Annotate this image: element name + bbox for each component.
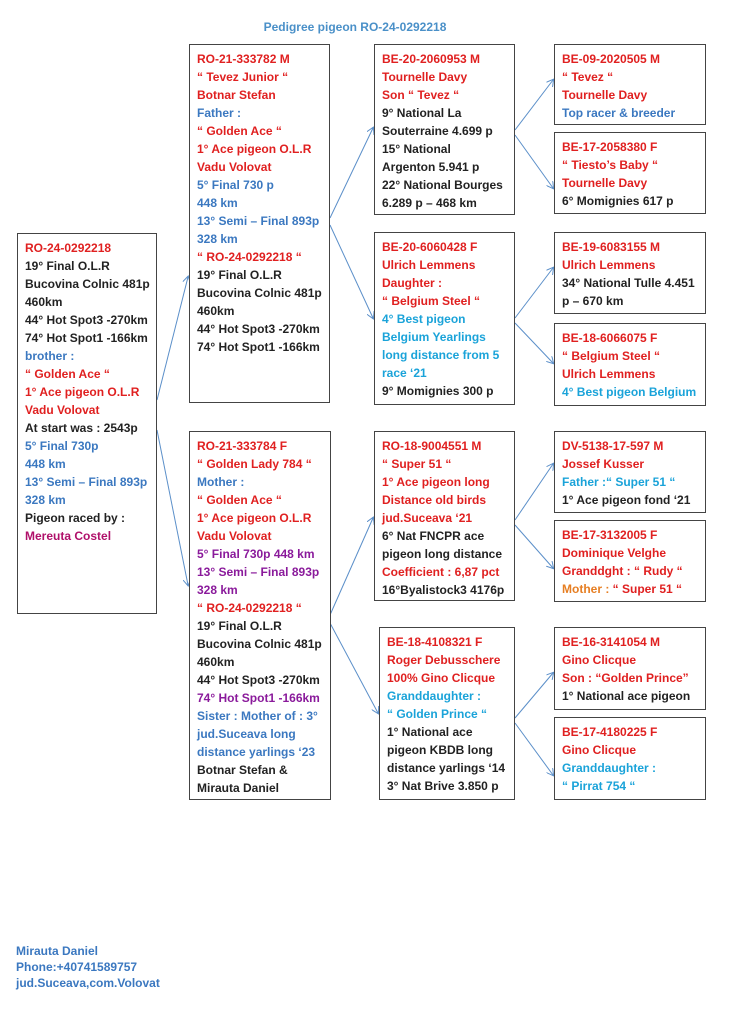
dam-line: Sister : Mother of : 3° (197, 709, 318, 723)
dam-line: 460km (197, 655, 235, 669)
dam-dam-card (379, 627, 515, 800)
dam-line: 5° Final 730p 448 km (197, 547, 315, 561)
ds-line: pigeon long distance (382, 547, 503, 561)
arrow-sd-sdd (515, 323, 553, 363)
ds-line: Distance old birds (382, 493, 487, 507)
sds-line: p – 670 km (562, 294, 624, 308)
contact-footer (16, 943, 160, 991)
subject-line: Pigeon raced by : (25, 511, 126, 525)
subject-line: Vadu Volovat (25, 403, 100, 417)
arrow-sire-ss (330, 128, 373, 218)
ss-line: BE-20-2060953 M (382, 52, 481, 66)
sds-line: Ulrich Lemmens (562, 258, 656, 272)
dds-line: 1° National ace pigeon (562, 689, 691, 703)
sire-line: “ Tevez Junior “ (197, 70, 289, 84)
dd-line: Roger Debusschere (387, 653, 501, 667)
dam-sire-dam-card (554, 520, 706, 602)
sire-line: 5° Final 730 p (197, 178, 274, 192)
dsd-line: Dominique Velghe (562, 546, 667, 560)
ds-line: 16°Byalistock3 4176p (382, 583, 505, 597)
dam-line: RO-21-333784 F (197, 439, 288, 453)
breeder-name: Mirauta Daniel (16, 944, 99, 958)
sire-card (189, 44, 330, 403)
dd-line: 3° Nat Brive 3.850 p (387, 779, 499, 793)
dam-sire-card (374, 431, 515, 601)
sire-sire-card (374, 44, 515, 215)
subject-line: 328 km (25, 493, 66, 507)
dd-line: Granddaughter : (387, 689, 482, 703)
dss-line: Jossef Kusser (562, 457, 645, 471)
ss-line: 15° National (382, 142, 451, 156)
dd-line: 100% Gino Clicque (387, 671, 496, 685)
ss-line: Son “ Tevez “ (382, 88, 460, 102)
sire-line: Bucovina Colnic 481p (197, 286, 322, 300)
dam-line: 1° Ace pigeon O.L.R (197, 511, 312, 525)
ds-line: 6° Nat FNCPR ace (382, 529, 485, 543)
arrow-dd-ddd (515, 723, 553, 775)
sd-line: long distance from 5 (382, 348, 500, 362)
sds-line: BE-19-6083155 M (562, 240, 661, 254)
subject-line: 44° Hot Spot3 -270km (25, 313, 148, 327)
sire-line: 44° Hot Spot3 -270km (197, 322, 320, 336)
sire-dam-sire-card (554, 232, 706, 314)
sd-line: “ Belgium Steel “ (382, 294, 481, 308)
dam-line: Botnar Stefan & (197, 763, 288, 777)
dam-line: 328 km (197, 583, 238, 597)
subject-line: 74° Hot Spot1 -166km (25, 331, 148, 345)
sire-dam-card (374, 232, 515, 405)
sd-line: BE-20-6060428 F (382, 240, 478, 254)
ssd-line: “ Tiesto’s Baby “ (562, 158, 659, 172)
ssd-line: Tournelle Davy (562, 176, 648, 190)
page-title: Pedigree pigeon RO-24-0292218 (263, 20, 447, 34)
ds-line: 1° Ace pigeon long (382, 475, 490, 489)
arrow-dam-ds (330, 518, 373, 615)
sire-line: “ RO-24-0292218 “ (197, 250, 302, 264)
ds-line: “ Super 51 “ (382, 457, 452, 471)
sss-line: Top racer & breeder (562, 106, 676, 120)
dam-line: Vadu Volovat (197, 529, 272, 543)
sd-line: 4° Best pigeon (382, 312, 466, 326)
dam-line: 44° Hot Spot3 -270km (197, 673, 320, 687)
dam-line: 74° Hot Spot1 -166km (197, 691, 320, 705)
subject-line: 19° Final O.L.R (25, 259, 110, 273)
dd-line: pigeon KBDB long (387, 743, 493, 757)
dam-line: jud.Suceava long (197, 727, 296, 741)
dsd-line: Granddght : “ Rudy “ (562, 564, 683, 578)
sire-line: Botnar Stefan (197, 88, 276, 102)
dds-line: Son : “Golden Prince” (562, 671, 689, 685)
arrow-subject-sire (157, 277, 188, 400)
subject-line: At start was : 2543p (25, 421, 138, 435)
sdd-line: 4° Best pigeon Belgium (562, 385, 697, 399)
sire-line: RO-21-333782 M (197, 52, 290, 66)
subject-line: RO-24-0292218 (25, 241, 112, 255)
sss-line: Tournelle Davy (562, 88, 648, 102)
dd-line: “ Golden Prince “ (387, 707, 488, 721)
sd-line: Belgium Yearlings (382, 330, 486, 344)
subject-line: 13° Semi – Final 893p (25, 475, 148, 489)
subject-line: brother : (25, 349, 75, 363)
ddd-line: Gino Clicque (562, 743, 637, 757)
sd-line: Ulrich Lemmens (382, 258, 476, 272)
breeder-phone: Phone:+40741589757 (16, 960, 138, 974)
dds-line: BE-16-3141054 M (562, 635, 661, 649)
dam-line: “ Golden Lady 784 “ (197, 457, 312, 471)
ss-line: 22° National Bourges (382, 178, 503, 192)
sss-line: BE-09-2020505 M (562, 52, 661, 66)
sire-line: 460km (197, 304, 235, 318)
subject-line: Mereuta Costel (25, 529, 112, 543)
dam-sire-sire-card (554, 431, 706, 513)
sds-line: 34° National Tulle 4.451 (562, 276, 695, 290)
subject-line: Bucovina Colnic 481p (25, 277, 150, 291)
ssd-line: 6° Momignies 617 p (562, 194, 674, 208)
sire-dam-dam-card (554, 323, 706, 406)
sire-line: Vadu Volovat (197, 160, 272, 174)
dam-line: Mirauta Daniel (197, 781, 280, 795)
sire-line: “ Golden Ace “ (197, 124, 282, 138)
subject-line: “ Golden Ace “ (25, 367, 110, 381)
arrow-ss-ssd (515, 135, 553, 188)
ssd-line: BE-17-2058380 F (562, 140, 658, 154)
sire-sire-dam-card (554, 132, 706, 214)
ddd-line: BE-17-4180225 F (562, 725, 658, 739)
ss-line: Tournelle Davy (382, 70, 468, 84)
arrow-ds-dsd (515, 525, 553, 568)
ddd-line: Granddaughter : (562, 761, 657, 775)
arrow-subject-dam (157, 430, 188, 585)
sire-sire-sire-card (554, 44, 706, 125)
arrow-ss-sss (515, 80, 553, 130)
sire-line: 448 km (197, 196, 238, 210)
arrow-ds-dss (515, 464, 553, 520)
ss-line: Argenton 5.941 p (382, 160, 480, 174)
sdd-line: BE-18-6066075 F (562, 331, 658, 345)
sire-line: 1° Ace pigeon O.L.R (197, 142, 312, 156)
subject-line: 1° Ace pigeon O.L.R (25, 385, 140, 399)
ds-line: RO-18-9004551 M (382, 439, 482, 453)
sire-line: 74° Hot Spot1 -166km (197, 340, 320, 354)
sire-line: Father : (197, 106, 242, 120)
arrow-sd-sds (515, 268, 553, 318)
dsd-line: Mother : “ Super 51 “ (562, 582, 683, 596)
dss-line: DV-5138-17-597 M (562, 439, 664, 453)
ds-line: Coefficient : 6,87 pct (382, 565, 500, 579)
ss-line: 6.289 p – 468 km (382, 196, 477, 210)
subject-line: 448 km (25, 457, 66, 471)
sd-line: 9° Momignies 300 p (382, 384, 494, 398)
dam-line: “ RO-24-0292218 “ (197, 601, 302, 615)
sd-line: race ‘21 (382, 366, 427, 380)
dam-line: 13° Semi – Final 893p (197, 565, 320, 579)
dss-line: 1° Ace pigeon fond ‘21 (562, 493, 691, 507)
dam-dam-dam-card (554, 717, 706, 800)
dds-line: Gino Clicque (562, 653, 637, 667)
arrow-sire-sd (330, 225, 373, 318)
ddd-line: “ Pirrat 754 “ (562, 779, 636, 793)
dd-line: distance yarlings ‘14 (387, 761, 506, 775)
arrow-dd-dds (515, 673, 553, 718)
subject-line: 5° Final 730p (25, 439, 99, 453)
breeder-address: jud.Suceava,com.Volovat (16, 976, 160, 990)
subject-line: 460km (25, 295, 63, 309)
subject-pigeon-card (17, 233, 157, 614)
sdd-line: Ulrich Lemmens (562, 367, 656, 381)
ds-line: jud.Suceava ‘21 (382, 511, 473, 525)
dam-line: Bucovina Colnic 481p (197, 637, 322, 651)
dam-line: 19° Final O.L.R (197, 619, 282, 633)
sire-line: 19° Final O.L.R (197, 268, 282, 282)
sdd-line: “ Belgium Steel “ (562, 349, 661, 363)
dd-line: 1° National ace (387, 725, 473, 739)
dd-line: BE-18-4108321 F (387, 635, 483, 649)
dam-line: “ Golden Ace “ (197, 493, 282, 507)
dsd-line: BE-17-3132005 F (562, 528, 658, 542)
sire-line: 328 km (197, 232, 238, 246)
arrow-dam-dd (330, 623, 378, 713)
dam-dam-sire-card (554, 627, 706, 710)
dam-card (189, 431, 331, 800)
sire-line: 13° Semi – Final 893p (197, 214, 320, 228)
dam-line: distance yarlings ‘23 (197, 745, 316, 759)
dss-line: Father :“ Super 51 “ (562, 475, 676, 489)
sd-line: Daughter : (382, 276, 442, 290)
ss-line: 9° National La (382, 106, 462, 120)
ss-line: Souterraine 4.699 p (382, 124, 493, 138)
dam-line: Mother : (197, 475, 245, 489)
sss-line: “ Tevez “ (562, 70, 614, 84)
